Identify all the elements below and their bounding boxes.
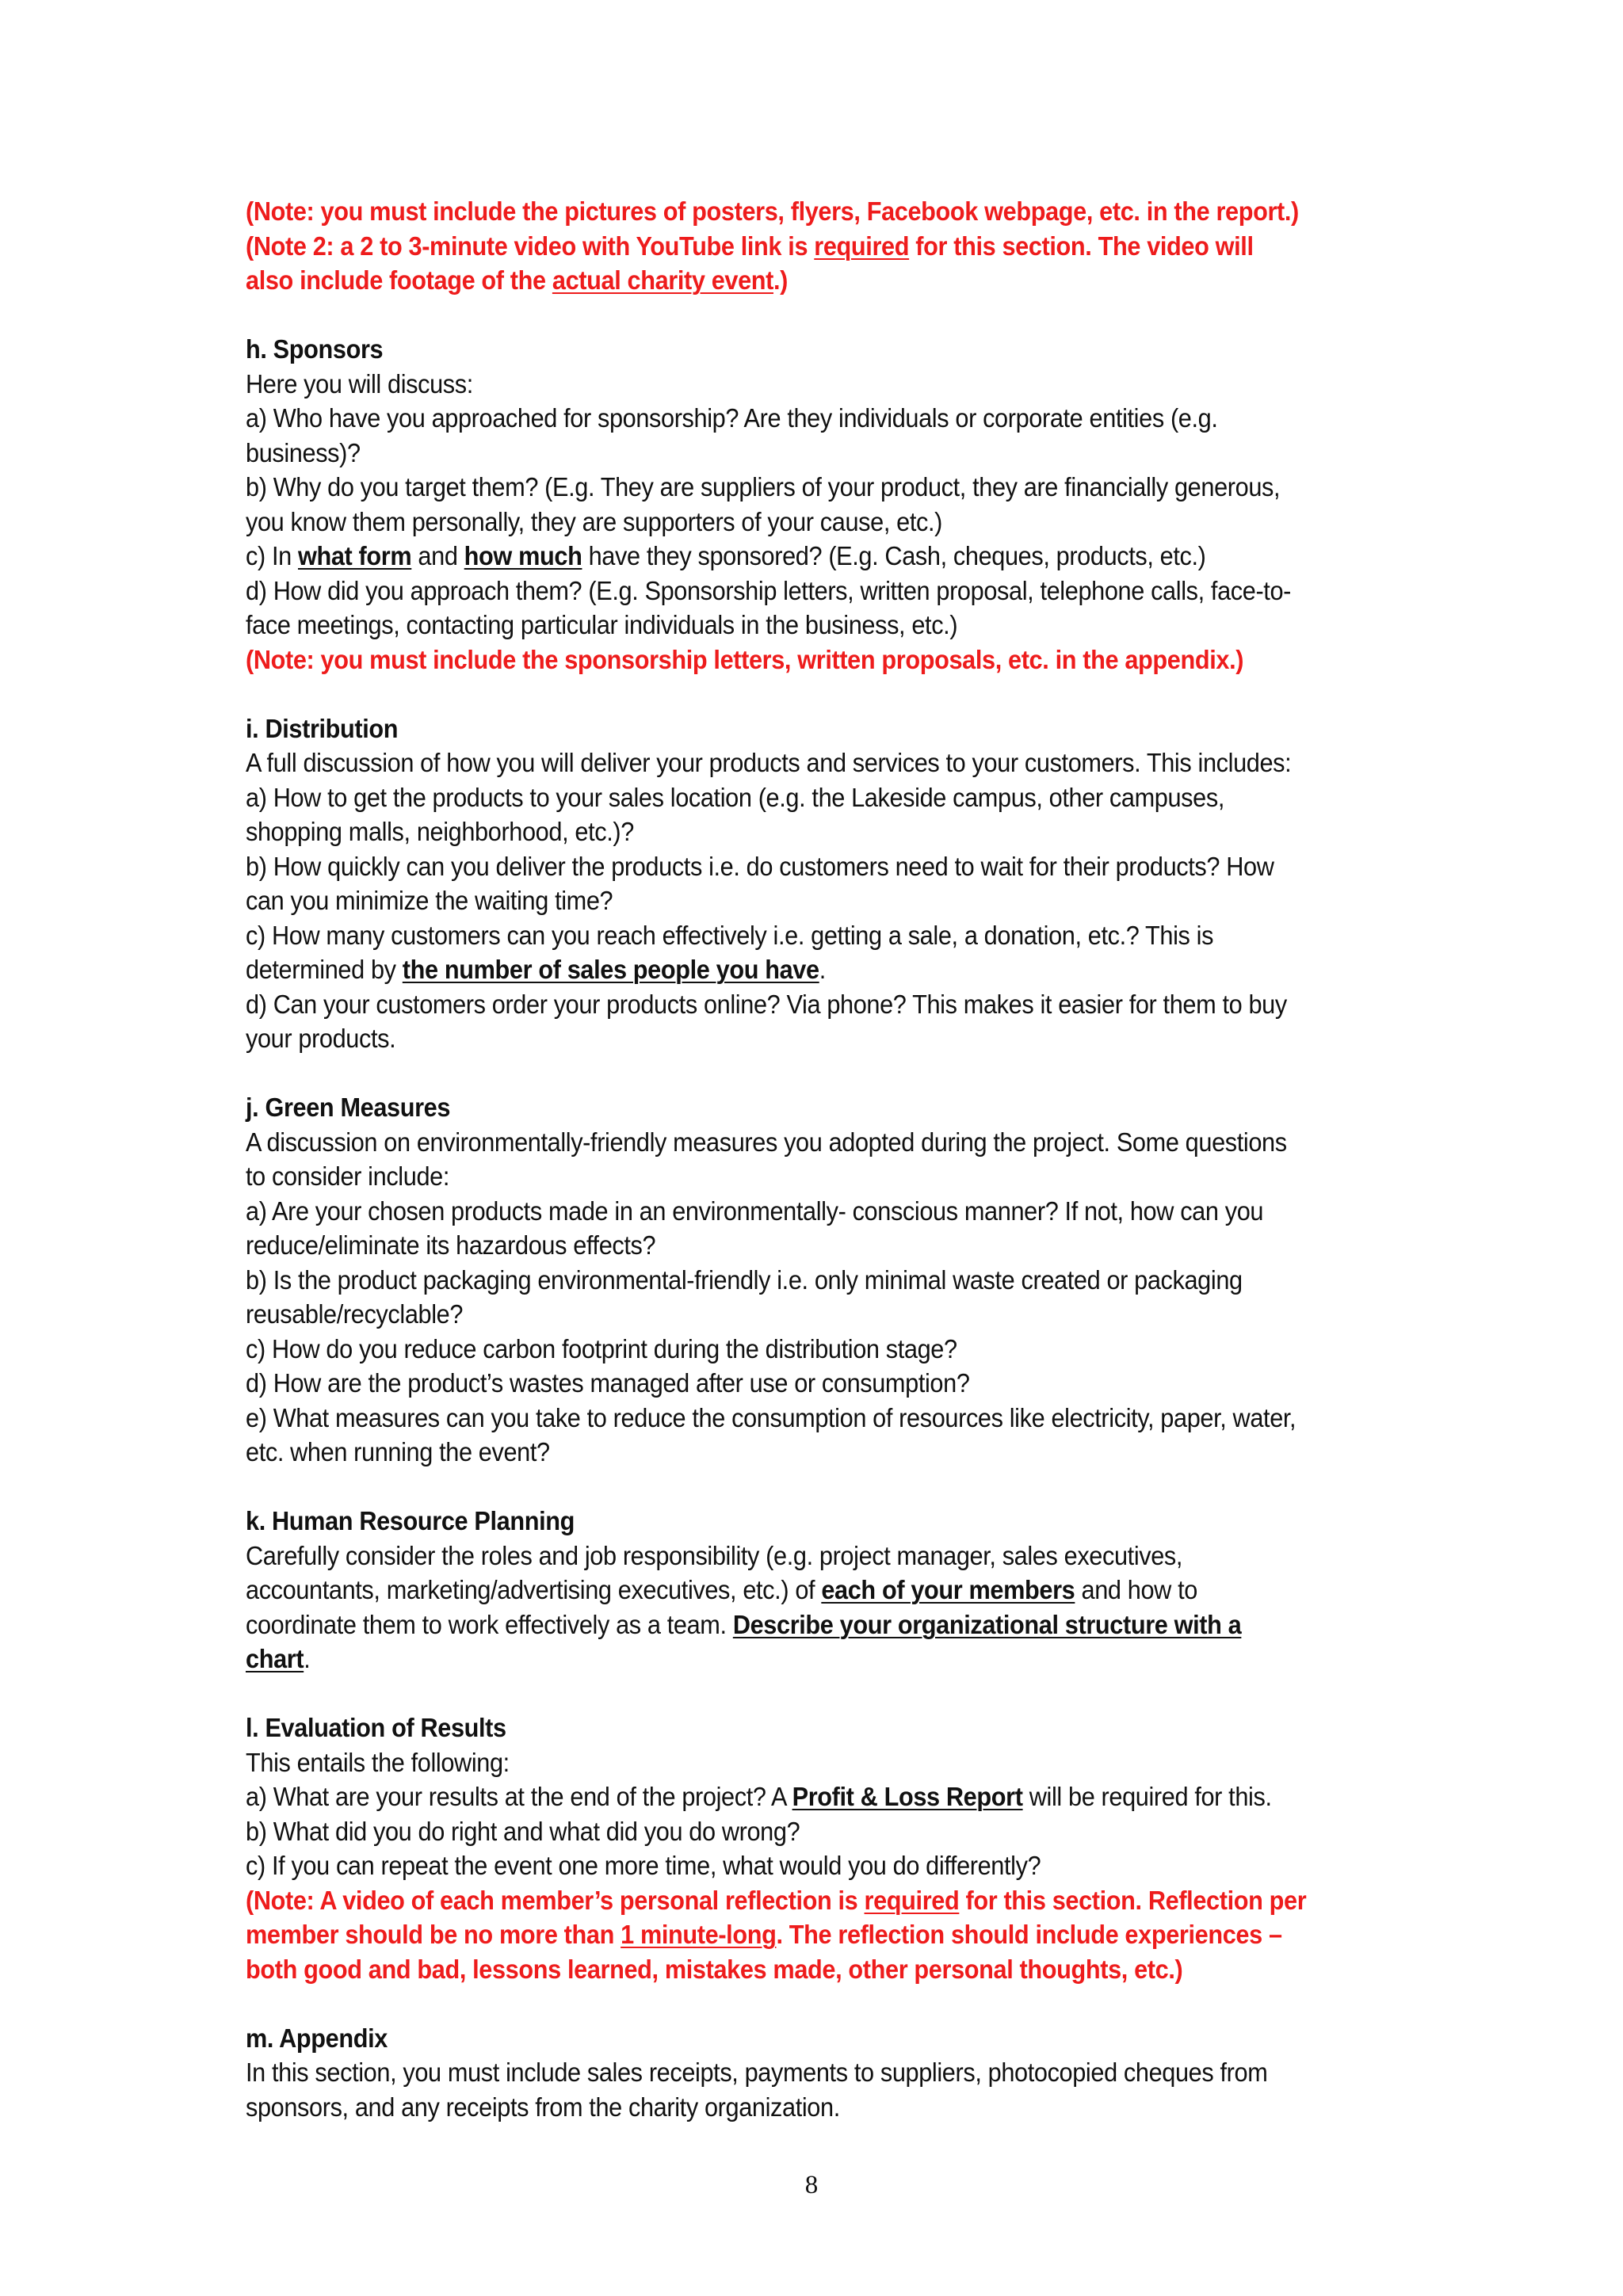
evaluation-note-5: . The reflection should include experiences – both good and bad, lessons learned, mistakes made, other personal thoughts, etc.) xyxy=(246,1920,1282,1984)
sponsors-c-and: and xyxy=(411,541,464,570)
sponsors-item-d: d) How did you approach them? (E.g. Sponsorship letters, written proposal, telephone calls, face-to-face meetings, contacting particular individuals in the business, etc.) xyxy=(246,575,1292,639)
evaluation-item-a xyxy=(246,1779,1307,1814)
appendix-heading: m. Appendix xyxy=(246,2023,388,2053)
evaluation-pl-report: Profit & Loss Report xyxy=(792,1782,1023,1811)
video-note xyxy=(246,229,1307,298)
distribution-item-b: b) How quickly can you deliver the products i.e. do customers need to wait for their products? How can you minimize the waiting time? xyxy=(246,851,1274,915)
hr-org-chart: Describe your organizational structure with a chart xyxy=(246,1609,1242,1673)
sponsors-c-text-2: have they sponsored? (E.g. Cash, cheques, products, etc.) xyxy=(582,541,1206,570)
evaluation-a-text-2: will be required for this. xyxy=(1022,1782,1272,1811)
video-note-text-2: for this section. The video will also include footage of the xyxy=(246,231,1254,295)
distribution-c-end: . xyxy=(819,955,826,984)
evaluation-intro: This entails the following: xyxy=(246,1747,510,1777)
poster-note: (Note: you must include the pictures of posters, flyers, Facebook webpage, etc. in the report.) xyxy=(246,196,1299,226)
sponsors-item-b: b) Why do you target them? (E.g. They are suppliers of your product, they are financially generous, you know them personally, they are supporters of your cause, etc.) xyxy=(246,472,1281,536)
distribution-intro: A full discussion of how you will deliver your products and services to your customers. This includes: xyxy=(246,748,1292,777)
sponsors-note: (Note: you must include the sponsorship letters, written proposals, etc. in the appendix.) xyxy=(246,644,1244,674)
hr-text-1: Carefully consider the roles and job responsibility (e.g. project manager, sales executives, accountants, marketing/advertising executives, etc.) of xyxy=(246,1540,1183,1604)
green-item-c: c) How do you reduce carbon footprint during the distribution stage? xyxy=(246,1333,957,1363)
evaluation-a-text: a) What are your results at the end of the project? A xyxy=(246,1782,792,1811)
distribution-item-c xyxy=(246,918,1307,987)
green-item-a: a) Are your chosen products made in an environmentally- conscious manner? If not, how can you reduce/eliminate its hazardous effects? xyxy=(246,1196,1264,1260)
sponsors-c-what-form: what form xyxy=(297,541,412,570)
evaluation-note-1: (Note: A video of each member’s personal reflection is xyxy=(246,1885,865,1915)
green-item-d: d) How are the product’s wastes managed after use or consumption? xyxy=(246,1368,970,1398)
evaluation-item-b: b) What did you do right and what did you do wrong? xyxy=(246,1816,800,1846)
evaluation-heading: l. Evaluation of Results xyxy=(246,1713,506,1742)
video-note-actual-event: actual charity event xyxy=(552,265,774,295)
sponsors-intro: Here you will discuss: xyxy=(246,368,473,399)
video-note-text: (Note 2: a 2 to 3-minute video with YouTube link is xyxy=(246,231,815,261)
hr-text xyxy=(246,1539,1307,1676)
distribution-heading: i. Distribution xyxy=(246,713,399,743)
green-intro: A discussion on environmentally-friendly measures you adopted during the project. Some questions to consider include: xyxy=(246,1127,1287,1191)
evaluation-note xyxy=(246,1883,1307,1987)
sponsors-c-text: c) In xyxy=(246,541,298,570)
green-item-e: e) What measures can you take to reduce the consumption of resources like electricity, paper, water, etc. when running the event? xyxy=(246,1402,1296,1466)
appendix-text: In this section, you must include sales receipts, payments to suppliers, photocopied cheques from sponsors, and any receipts from the charity organization. xyxy=(246,2058,1268,2122)
page-number: 8 xyxy=(804,2171,819,2199)
sponsors-heading: h. Sponsors xyxy=(246,334,384,364)
distribution-c-text: c) How many customers can you reach effectively i.e. getting a sale, a donation, etc.? This is determined by xyxy=(246,920,1214,984)
green-heading: j. Green Measures xyxy=(246,1093,451,1122)
sponsors-item-c xyxy=(246,539,1307,574)
evaluation-note-3: for this section. Reflection per member should be no more than xyxy=(246,1885,1307,1949)
evaluation-item-c: c) If you can repeat the event one more time, what would you do differently? xyxy=(246,1851,1041,1880)
evaluation-note-required: required xyxy=(864,1885,960,1915)
sponsors-c-how-much: how much xyxy=(464,541,582,570)
distribution-item-d: d) Can your customers order your products online? Via phone? This makes it easier for them to buy your products. xyxy=(246,989,1287,1053)
hr-text-end: . xyxy=(304,1644,311,1673)
hr-each-member: each of your members xyxy=(821,1575,1075,1604)
hr-text-3: and how to coordinate them to work effectively as a team. xyxy=(246,1575,1197,1639)
distribution-c-sales-people: the number of sales people you have xyxy=(402,955,819,984)
page-content xyxy=(246,194,1307,2124)
sponsors-item-a: a) Who have you approached for sponsorship? Are they individuals or corporate entities (e.g. business)? xyxy=(246,403,1218,467)
hr-heading: k. Human Resource Planning xyxy=(246,1506,575,1535)
evaluation-note-minute: 1 minute-long xyxy=(621,1920,777,1949)
green-item-b: b) Is the product packaging environmental-friendly i.e. only minimal waste created or packaging reusable/recyclable? xyxy=(246,1264,1243,1329)
distribution-item-a: a) How to get the products to your sales location (e.g. the Lakeside campus, other campuses, shopping malls, neighborhood, etc.)? xyxy=(246,782,1224,846)
video-note-end: .) xyxy=(773,265,789,295)
video-note-required: required xyxy=(814,231,910,261)
